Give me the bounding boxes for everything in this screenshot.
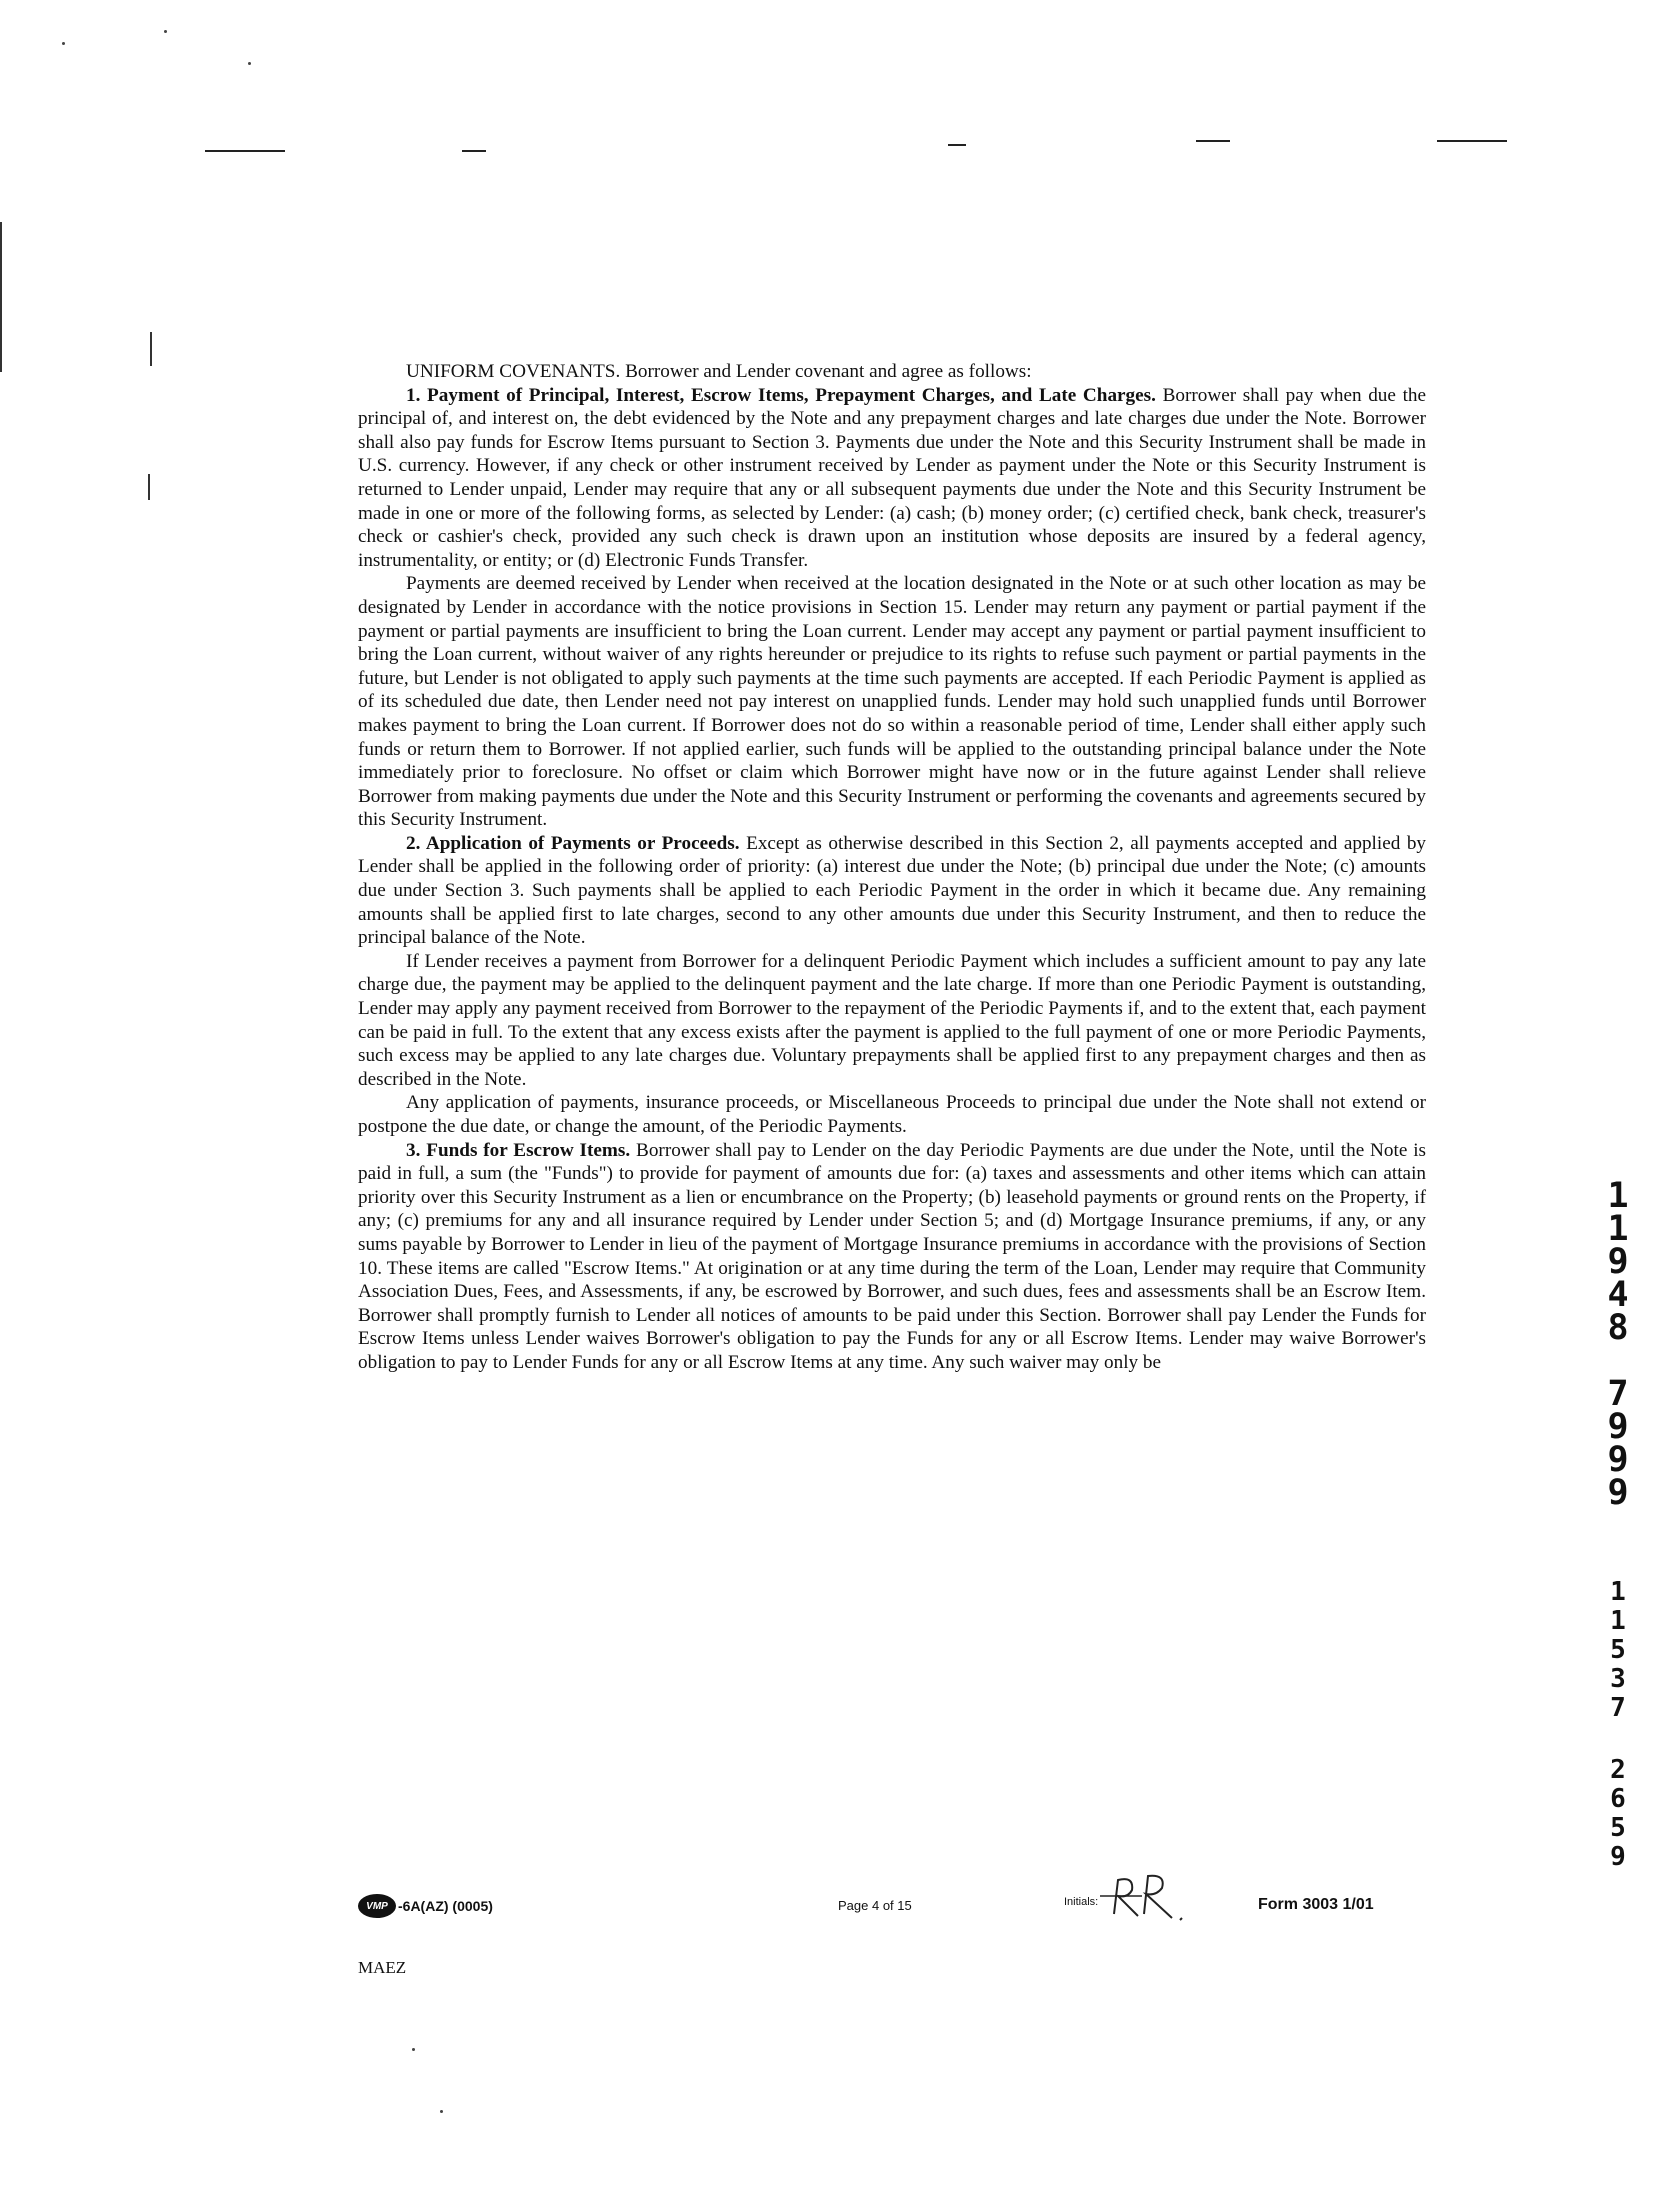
section-1-title: 1. Payment of Principal, Interest, Escrow Items, Prepayment Charges, and Late Charges.	[406, 384, 1156, 406]
form-logo	[358, 1894, 493, 1918]
recording-digit: 1	[1610, 1577, 1626, 1607]
scan-speck	[248, 62, 251, 65]
form-number: Form 3003 1/01	[1258, 1896, 1374, 1913]
recording-number-4	[1600, 1756, 1636, 1872]
margin-mark	[150, 332, 152, 366]
recording-digit: 7	[1610, 1693, 1626, 1723]
document-body	[358, 360, 1426, 1375]
page-number: Page 4 of 15	[838, 1898, 912, 1913]
recording-digit: 2	[1610, 1755, 1626, 1785]
form-code: -6A(AZ) (0005)	[398, 1898, 493, 1914]
recording-digit: 8	[1607, 1308, 1629, 1348]
margin-mark	[148, 474, 150, 500]
section-1-paragraph-2: Payments are deemed received by Lender when received at the location designated in the Note or at such other location as may be designated by Lender in accordance with the notice provisions in Section 15. Lender may return any payment or partial payment if the payment or partial payments are insufficient to bring the Loan current. Lender may accept any payment or partial payment insufficient to bring the Loan current, without waiver of any rights hereunder or prejudice to its rights to refuse such payment or partial payments in the future, but Lender is not obligated to apply such payments at the time such payments are accepted. If each Periodic Payment is applied as of its scheduled due date, then Lender need not pay interest on unapplied funds. Lender may hold such unapplied funds until Borrower makes payment to bring the Loan current. If Borrower does not do so within a reasonable period of time, Lender shall either apply such funds or return them to Borrower. If not applied earlier, such funds will be applied to the outstanding principal balance under the Note immediately prior to foreclosure. No offset or claim which Borrower might have now or in the future against Lender shall relieve Borrower from making payments due under the Note and this Security Instrument or performing the covenants and agreements secured by this Security Instrument.	[358, 573, 1426, 831]
recording-digit: 9	[1610, 1842, 1626, 1872]
intro-line: UNIFORM COVENANTS. Borrower and Lender covenant and agree as follows:	[406, 361, 1032, 382]
scan-speck	[440, 2110, 443, 2113]
margin-mark	[0, 222, 2, 372]
recording-digit: 5	[1610, 1813, 1626, 1843]
recording-number-2	[1600, 1374, 1636, 1513]
section-3-title: 3. Funds for Escrow Items.	[406, 1139, 631, 1161]
recording-digit: 1	[1607, 1209, 1629, 1249]
top-rule	[1196, 140, 1230, 142]
recording-digit: 7	[1607, 1374, 1629, 1414]
recording-digit: 9	[1607, 1242, 1629, 1282]
recording-digit: 9	[1607, 1473, 1629, 1513]
section-3-paragraph	[358, 1139, 1426, 1375]
scan-speck	[164, 30, 167, 33]
top-rule	[205, 150, 285, 152]
section-2-title: 2. Application of Payments or Proceeds.	[406, 832, 740, 854]
recording-number-3	[1600, 1578, 1636, 1723]
recording-digit: 3	[1610, 1664, 1626, 1694]
section-2-paragraph	[358, 832, 1426, 950]
section-3-text: Borrower shall pay to Lender on the day Periodic Payments are due under the Note, until the Note is paid in full, a sum (the "Funds") to provide for payment of amounts due for: (a) taxes and assessments and other items which can attain priority over this Security Instrument as a lien or encumbrance on the Property; (b) leasehold payments or ground rents on the Property, if any; (c) premiums for any and all insurance required by Lender under Section 5; and (d) Mortgage Insurance premiums, if any, or any sums payable by Borrower to Lender in lieu of the payment of Mortgage Insurance premiums in accordance with the provisions of Section 10. These items are called "Escrow Items." At origination or at any time during the term of the Loan, Lender may require that Community Association Dues, Fees, and Assessments, if any, be escrowed by Borrower, and such dues, fees and assessments shall be an Escrow Item. Borrower shall promptly furnish to Lender all notices of amounts to be paid under this Section. Borrower shall pay Lender the Funds for Escrow Items unless Lender waives Borrower's obligation to pay the Funds for any or all Escrow Items. Lender may waive Borrower's obligation to pay to Lender Funds for any or all Escrow Items at any time. Any such waiver may only be	[358, 1139, 1427, 1373]
section-1-text: Borrower shall pay when due the principal of, and interest on, the debt evidenced by the Note and any prepayment charges and late charges due under the Note. Borrower shall also pay funds for Escrow Items pursuant to Section 3. Payments due under the Note and this Security Instrument shall be made in U.S. currency. However, if any check or other instrument received by Lender as payment under the Note or this Security Instrument is returned to Lender unpaid, Lender may require that any or all subsequent payments due under the Note and this Security Instrument be made in one or more of the following forms, as selected by Lender: (a) cash; (b) money order; (c) certified check, bank check, treasurer's check or cashier's check, provided any such check is drawn upon an institution whose deposits are insured by a federal agency, instrumentality, or entity; or (d) Electronic Funds Transfer.	[358, 384, 1427, 571]
recording-digit: 1	[1607, 1176, 1629, 1216]
top-rule	[1437, 140, 1507, 142]
vmp-logo-icon: VMP	[358, 1894, 396, 1918]
section-2-paragraph-2: If Lender receives a payment from Borrower for a delinquent Periodic Payment which includes a sufficient amount to pay any late charge due, the payment may be applied to the delinquent payment and the late charge. If more than one Periodic Payment is outstanding, Lender may apply any payment received from Borrower to the repayment of the Periodic Payments if, and to the extent that, each payment can be paid in full. To the extent that any excess exists after the payment is applied to the full payment of one or more Periodic Payments, such excess may be applied to any late charges due. Voluntary prepayments shall be applied first to any prepayment charges and then as described in the Note.	[358, 950, 1426, 1090]
recording-digit: 9	[1607, 1407, 1629, 1447]
recording-digit: 5	[1610, 1635, 1626, 1665]
section-1-paragraph	[358, 384, 1426, 573]
recording-digit: 1	[1610, 1606, 1626, 1636]
recording-digit: 9	[1607, 1440, 1629, 1480]
recording-digit: 6	[1610, 1784, 1626, 1814]
top-rule	[462, 150, 486, 152]
top-rule	[948, 144, 966, 146]
scan-speck	[62, 42, 65, 45]
recording-number-1	[1600, 1176, 1636, 1348]
recording-digit: 4	[1607, 1275, 1629, 1315]
initials-label: Initials:	[1064, 1896, 1099, 1908]
section-2-paragraph-3: Any application of payments, insurance proceeds, or Miscellaneous Proceeds to principal due under the Note shall not extend or postpone the due date, or change the amount, of the Periodic Payments.	[358, 1092, 1426, 1137]
page-footer	[358, 1888, 1428, 1958]
maez-code: MAEZ	[358, 1958, 407, 1977]
scan-speck	[412, 2048, 415, 2051]
section-2-text: Except as otherwise described in this Section 2, all payments accepted and applied by Lender shall be applied in the following order of priority: (a) interest due under the Note; (b) principal due under the Note; (c) amounts due under Section 3. Such payments shall be applied to each Periodic Payment in the order in which it became due. Any remaining amounts shall be applied first to late charges, second to any other amounts due under this Security Instrument, and then to reduce the principal balance of the Note.	[358, 832, 1427, 949]
initials-signature	[1098, 1870, 1208, 1922]
